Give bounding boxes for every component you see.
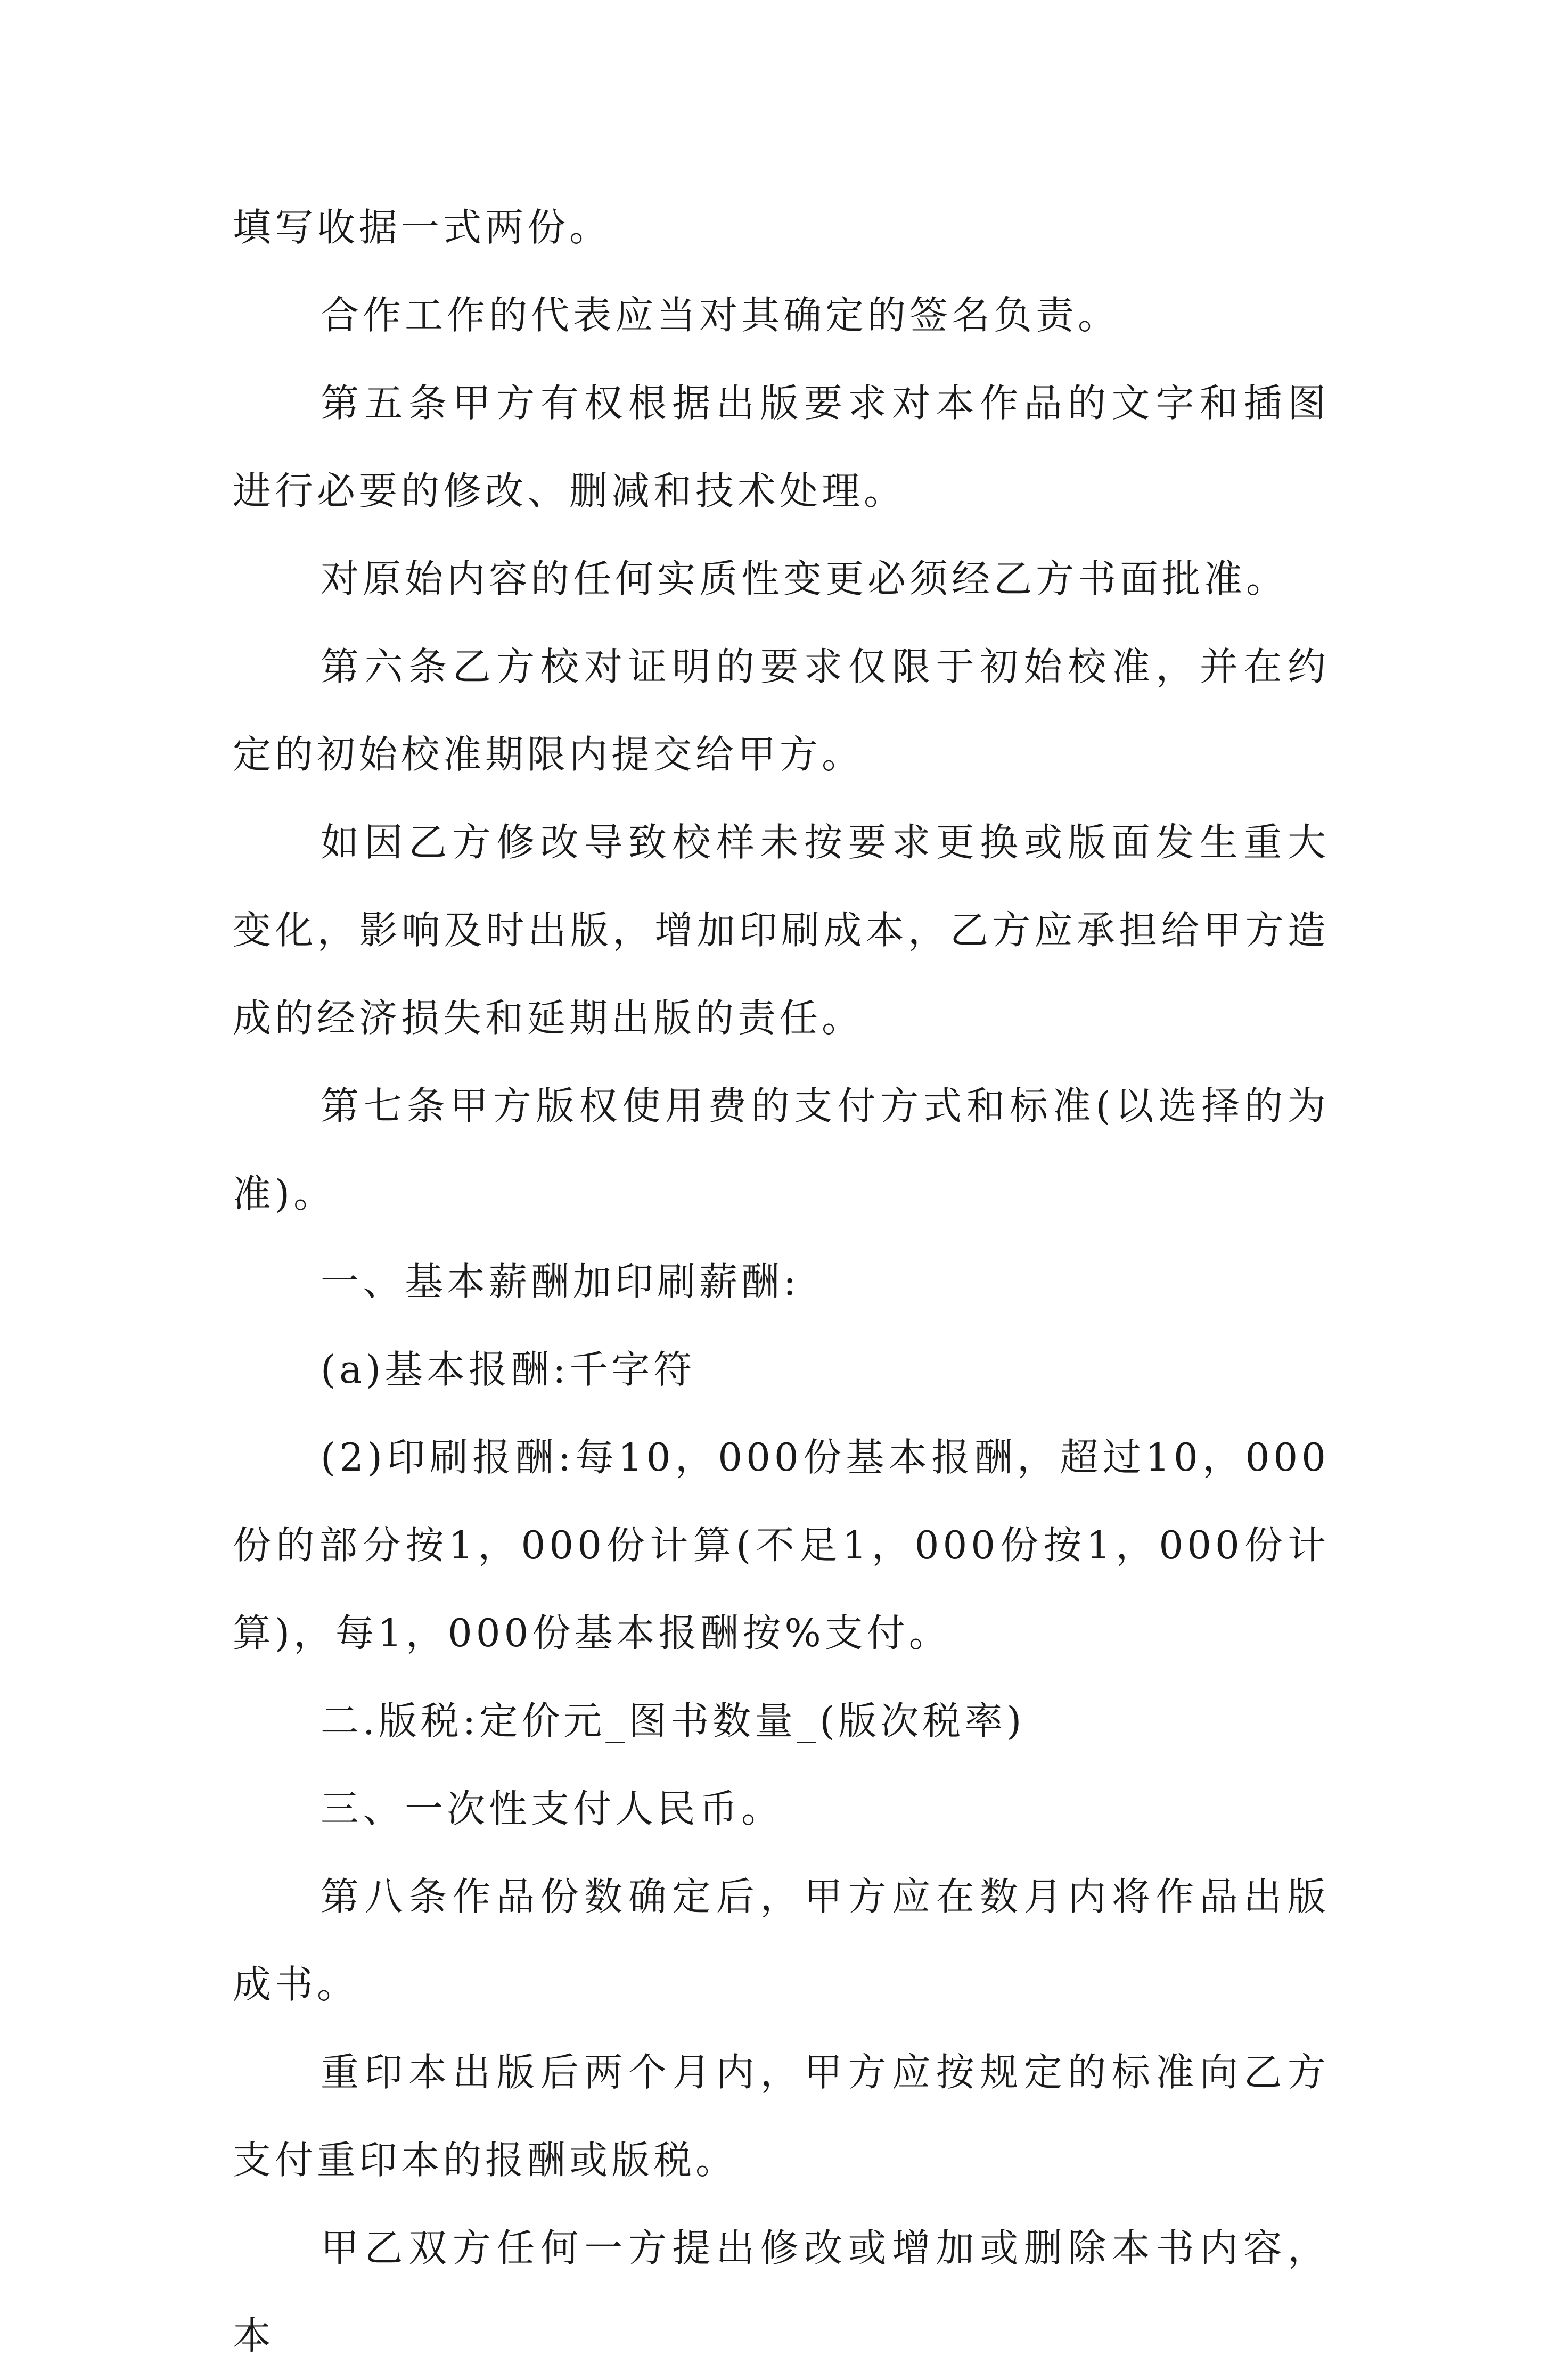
paragraph-1: 填写收据一式两份。 — [233, 205, 612, 250]
paragraph-15: 甲乙双方任何一方提出修改或增加或删除本书内容，本 — [233, 2226, 1330, 2358]
paragraph-6: 如因乙方修改导致校样未按要求更换或版面发生重大变化，影响及时出版，增加印刷成本，乙方应承担给甲方造成的经济损失和延期出版的责任。 — [233, 820, 1330, 1040]
paragraph-option-1: 一、基本薪酬加印刷薪酬: — [321, 1259, 800, 1304]
paragraph-2: 合作工作的代表应当对其确定的签名负责。 — [321, 293, 1120, 338]
paragraph-article-7: 第七条甲方版权使用费的支付方式和标准(以选择的为准)。 — [233, 1084, 1330, 1216]
paragraph-option-3: 三、一次性支付人民币。 — [321, 1786, 784, 1831]
document-body — [233, 184, 1330, 2380]
paragraph-option-2: 二.版税:定价元_图书数量_(版次税率) — [321, 1698, 1026, 1743]
paragraph-article-6: 第六条乙方校对证明的要求仅限于初始校准，并在约定的初始校准期限内提交给甲方。 — [233, 644, 1330, 777]
paragraph-14: 重印本出版后两个月内，甲方应按规定的标准向乙方支付重印本的报酬或版税。 — [233, 2050, 1330, 2182]
paragraph-4: 对原始内容的任何实质性变更必须经乙方书面批准。 — [321, 556, 1289, 601]
paragraph-article-8: 第八条作品份数确定后，甲方应在数月内将作品出版成书。 — [233, 1874, 1330, 2007]
paragraph-option-1a: (a)基本报酬:千字符 — [321, 1347, 696, 1392]
paragraph-article-5: 第五条甲方有权根据出版要求对本作品的文字和插图进行必要的修改、删减和技术处理。 — [233, 381, 1330, 513]
paragraph-option-1b: (2)印刷报酬:每10，000份基本报酬，超过10，000份的部分按1，000份计算(不足1，000份按1，000份计算)，每1，000份基本报酬按%支付。 — [233, 1435, 1330, 1655]
